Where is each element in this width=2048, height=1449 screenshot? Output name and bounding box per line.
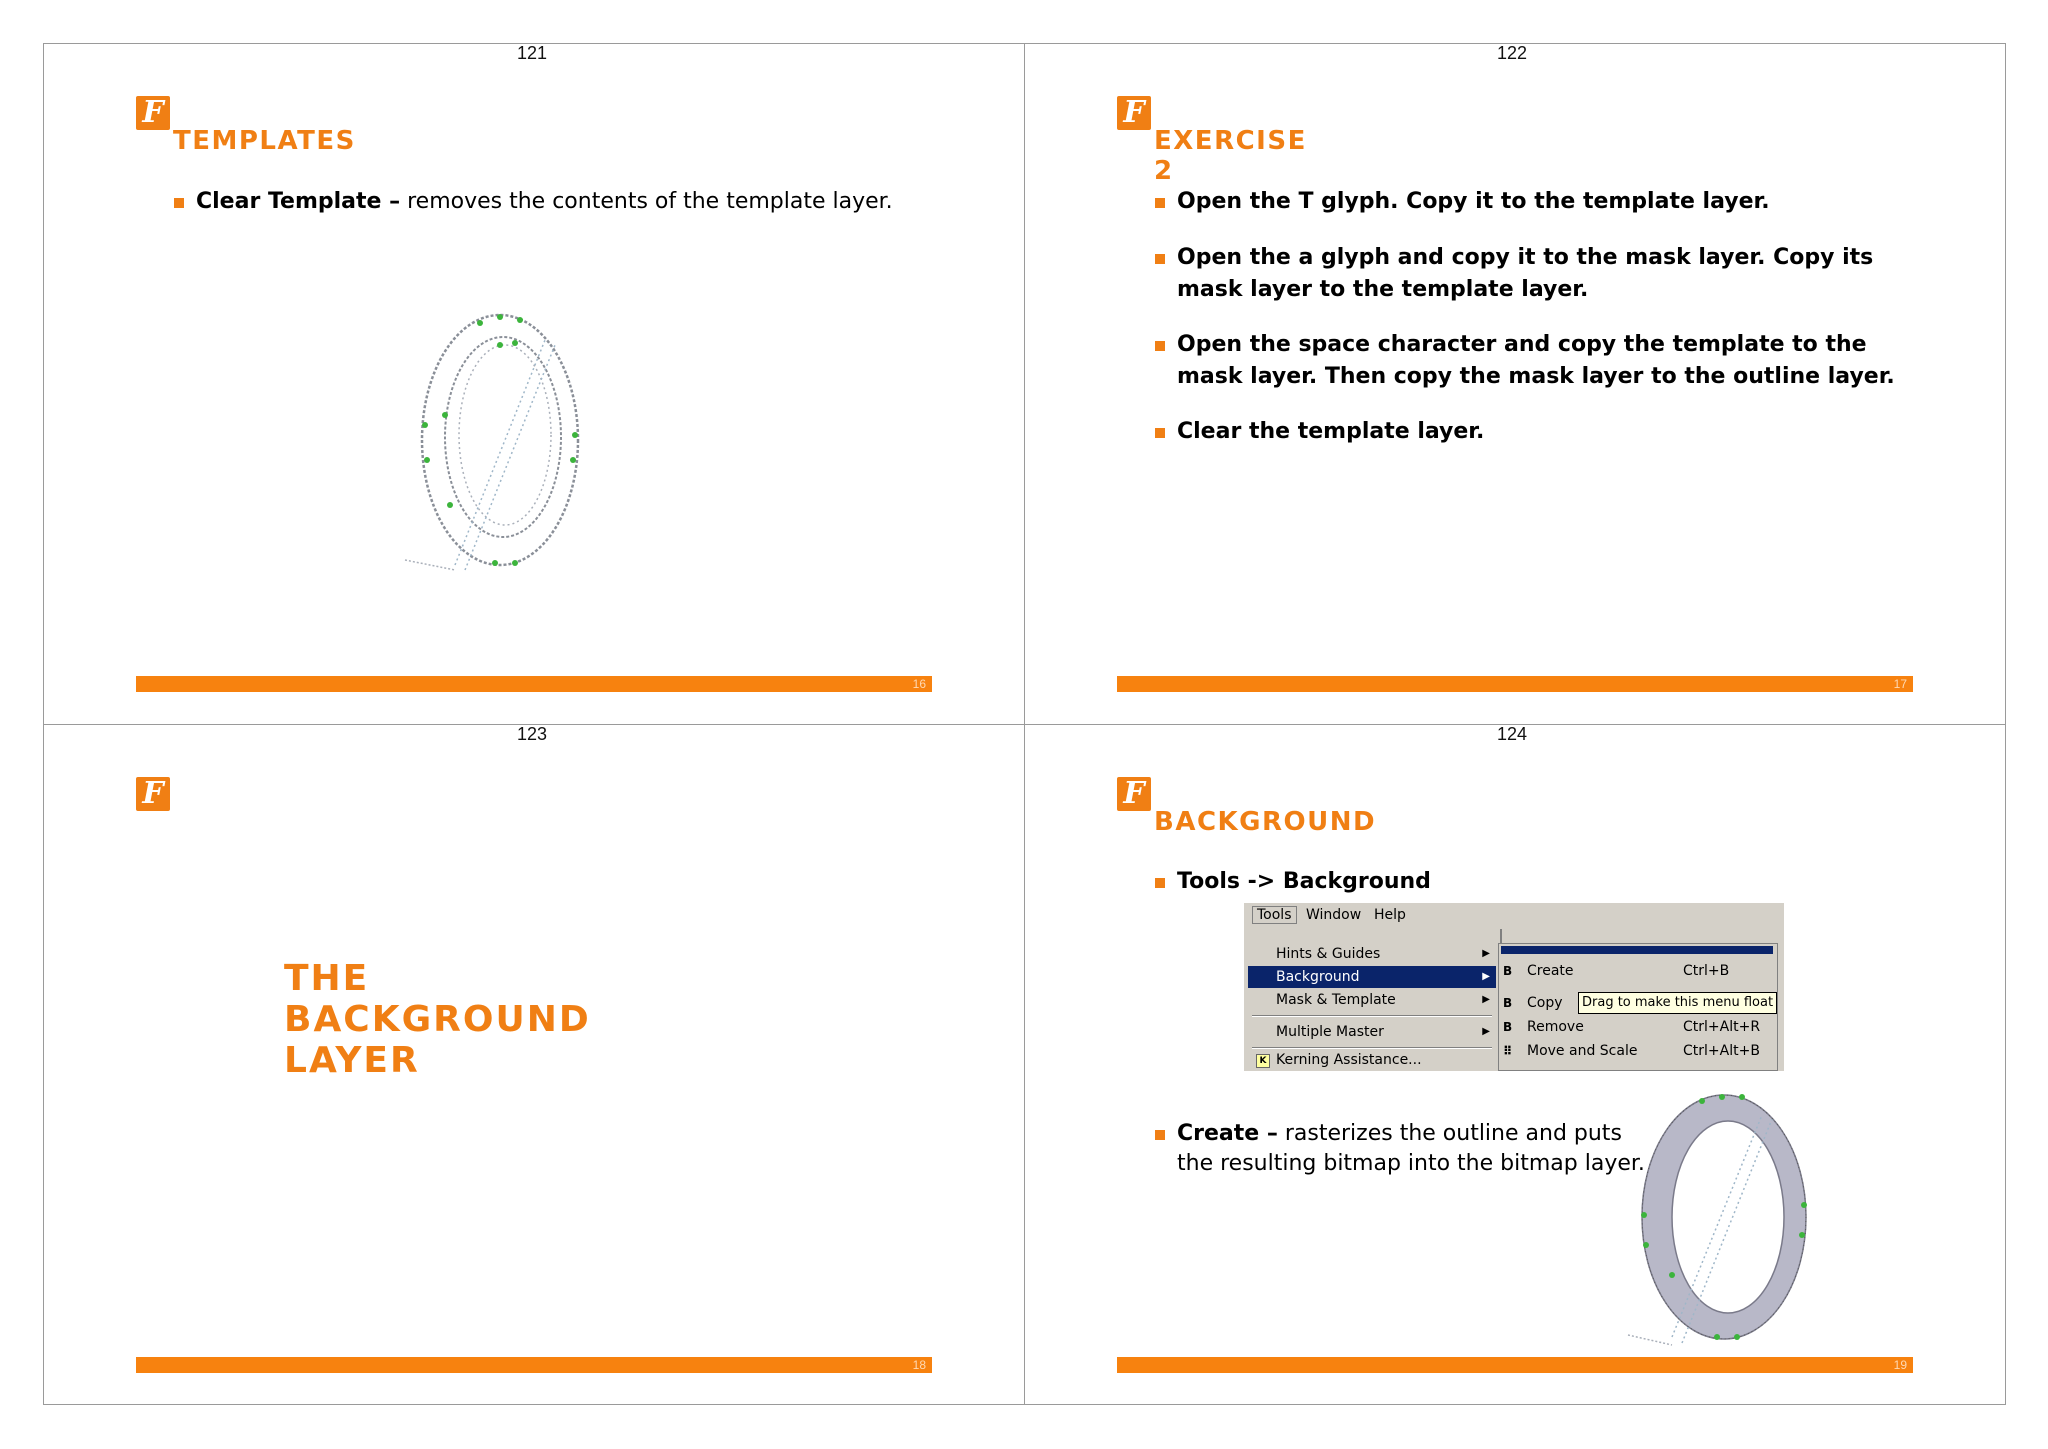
menu-item-background[interactable]: Background ▶ [1248,966,1496,988]
submenu-drag-strip[interactable] [1501,946,1773,954]
submenu-item-move-scale[interactable]: ⠿ Move and Scale Ctrl+Alt+B [1499,1040,1777,1062]
bullet-text-line1: Open the a glyph and copy it to the mask layer. Copy its [1177,245,1874,270]
slide-title: TEMPLATES [173,126,356,156]
bullet-text: Open the T glyph. Copy it to the template layer. [1177,189,1770,214]
tools-dropdown [1248,929,1502,1071]
bullet-square-icon [1155,428,1165,438]
move-scale-icon: ⠿ [1503,1044,1513,1058]
tooltip: Drag to make this menu float [1578,992,1777,1014]
create-icon: B [1503,964,1513,978]
slide-number: 16 [912,677,926,691]
fontlab-logo-icon: F [1117,777,1151,811]
bullet-text-line2: the resulting bitmap into the bitmap layer. [1177,1151,1645,1176]
bullet-text-line1: rasterizes the outline and puts [1277,1121,1622,1146]
menu-item-multiple-master[interactable]: Multiple Master ▶ [1248,1021,1496,1043]
fontlab-logo-icon: F [1117,96,1151,130]
bullet-square-icon [1155,198,1165,208]
bullet-text: removes the contents of the template layer. [400,189,893,214]
glyph-zero-outline-image [395,295,595,580]
menu-help[interactable]: Help [1374,907,1406,923]
bullet-text-line2: mask layer. Then copy the mask layer to the outline layer. [1177,364,1895,389]
bullet-bold-text: Clear Template – [196,189,401,214]
slide-number: 17 [1893,677,1907,691]
bullet-square-icon [1155,341,1165,351]
remove-icon: B [1503,1020,1513,1034]
bullet-square-icon [1155,254,1165,264]
submenu-arrow-icon: ▶ [1482,948,1490,959]
slide-title: EXERCISE 2 [1154,126,1307,186]
submenu-arrow-icon: ▶ [1482,1026,1490,1037]
submenu-item-remove[interactable]: B Remove Ctrl+Alt+R [1499,1016,1777,1038]
glyph-zero-bitmap-image [1622,1075,1822,1355]
submenu-item-copy[interactable]: B Copy [1499,992,1777,1014]
kerning-icon: K [1256,1054,1270,1068]
menu-item-kerning-assistance[interactable]: K Kerning Assistance... [1248,1049,1496,1071]
slide-footer-bar [1117,1357,1913,1373]
slide-number: 19 [1893,1358,1907,1372]
page-number-124: 124 [1496,724,1528,744]
bullet-text-line1: Open the space character and copy the template to the [1177,332,1867,357]
menu-screenshot [1244,903,1784,1071]
menubar [1244,903,1784,929]
menu-separator [1252,1015,1492,1017]
slide-footer-bar [136,1357,932,1373]
submenu-arrow-icon: ▶ [1482,971,1490,982]
menu-tools[interactable]: Tools [1252,906,1297,924]
page-number-123: 123 [516,724,548,744]
bullet-bold-text: Create – [1177,1121,1278,1146]
section-title: THE BACKGROUND LAYER [284,958,591,1081]
slide-footer-bar [136,676,932,692]
bullet-square-icon [1155,878,1165,888]
menu-item-hints-guides[interactable]: Hints & Guides ▶ [1248,943,1496,965]
grid-divider-horizontal [43,724,2006,725]
copy-icon: B [1503,996,1513,1010]
fontlab-logo-icon: F [136,96,170,130]
bullet-text: Tools -> Background [1177,869,1431,894]
slide-number: 18 [912,1358,926,1372]
slide-footer-bar [1117,676,1913,692]
fontlab-logo-icon: F [136,777,170,811]
menu-window[interactable]: Window [1306,907,1362,923]
bullet-text-line2: mask layer to the template layer. [1177,277,1589,302]
bullet-text: Clear the template layer. [1177,419,1485,444]
bullet-square-icon [174,198,184,208]
bullet-square-icon [1155,1130,1165,1140]
submenu-arrow-icon: ▶ [1482,994,1490,1005]
page-number-121: 121 [516,43,548,63]
menu-item-mask-template[interactable]: Mask & Template ▶ [1248,989,1496,1011]
page-number-122: 122 [1496,43,1528,63]
slide-title: BACKGROUND [1154,807,1377,837]
submenu-item-create[interactable]: B Create Ctrl+B [1499,960,1777,982]
